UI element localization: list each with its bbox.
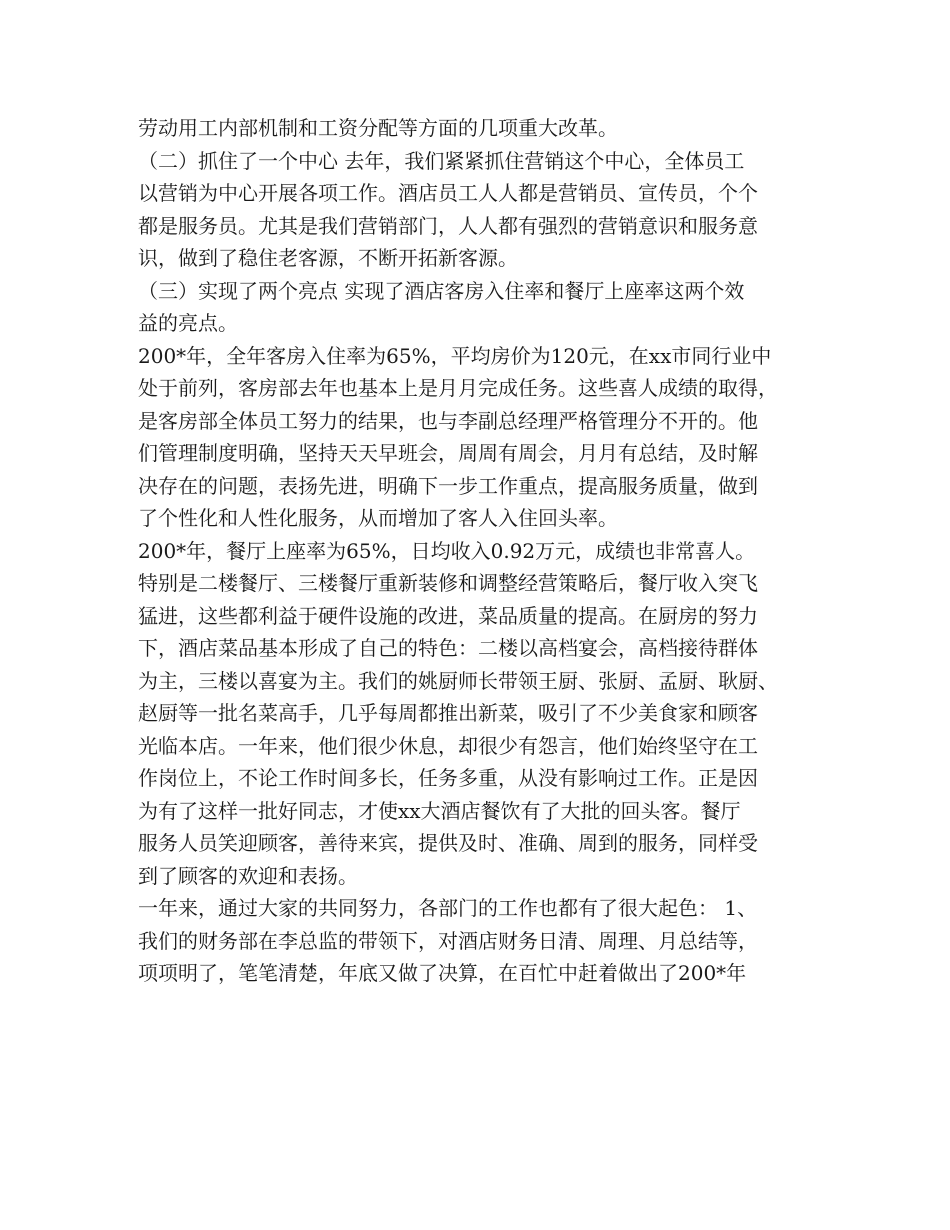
text-line: 我们的财务部在李总监的带领下，对酒店财务日清、周理、月总结等， bbox=[138, 928, 758, 953]
text-line: 到了顾客的欢迎和表扬。 bbox=[138, 863, 358, 888]
text-line: 200*年，全年客房入住率为65%，平均房价为120元，在xx市同行业中 bbox=[138, 343, 772, 368]
text-line: 决存在的问题，表扬先进，明确下一步工作重点，提高服务质量，做到 bbox=[138, 473, 758, 498]
text-line: 们管理制度明确，坚持天天早班会，周周有周会，月月有总结，及时解 bbox=[138, 441, 758, 465]
text-line: 200*年，餐厅上座率为65%，日均收入0.92万元，成绩也非常喜人。 bbox=[138, 538, 756, 563]
text-line: （二）抓住了一个中心 去年，我们紧紧抓住营销这个中心，全体员工 bbox=[138, 148, 745, 173]
text-line: 服务人员笑迎顾客，善待来宾，提供及时、准确、周到的服务，同样受 bbox=[138, 831, 758, 855]
text-line: 是客房部全体员工努力的结果，也与李副总经理严格管理分不开的。他 bbox=[138, 408, 758, 433]
text-line: （三）实现了两个亮点 实现了酒店客房入住率和餐厅上座率这两个效 bbox=[138, 278, 745, 303]
text-line: 赵厨等一批名菜高手，几乎每周都推出新菜，吸引了不少美食家和顾客 bbox=[138, 701, 758, 725]
text-line: 劳动用工内部机制和工资分配等方面的几项重大改革。 bbox=[138, 116, 618, 140]
text-line: 下，酒店菜品基本形成了自己的特色：二楼以高档宴会，高档接待群体 bbox=[138, 636, 758, 660]
text-line: 作岗位上，不论工作时间多长，任务多重，从没有影响过工作。正是因 bbox=[138, 766, 758, 790]
text-line: 处于前列，客房部去年也基本上是月月完成任务。这些喜人成绩的取得， bbox=[138, 376, 778, 400]
text-line: 光临本店。一年来，他们很少休息，却很少有怨言，他们始终坚守在工 bbox=[138, 733, 758, 758]
text-line: 了个性化和人性化服务，从而增加了客人入住回头率。 bbox=[138, 506, 618, 530]
text-line: 特别是二楼餐厅、三楼餐厅重新装修和调整经营策略后，餐厅收入突飞 bbox=[138, 571, 758, 595]
text-line: 以营销为中心开展各项工作。酒店员工人人都是营销员、宣传员，个个 bbox=[138, 181, 758, 205]
text-line: 为主，三楼以喜宴为主。我们的姚厨师长带领王厨、张厨、孟厨、耿厨、 bbox=[138, 668, 778, 693]
text-line: 一年来，通过大家的共同努力，各部门的工作也都有了很大起色： 1、 bbox=[138, 896, 758, 920]
text-line: 益的亮点。 bbox=[138, 311, 238, 335]
text-line: 都是服务员。尤其是我们营销部门，人人都有强烈的营销意识和服务意 bbox=[138, 213, 758, 238]
text-line: 为有了这样一批好同志，才使xx大酒店餐饮有了大批的回头客。餐厅 bbox=[138, 798, 741, 823]
text-line: 猛进，这些都利益于硬件设施的改进，菜品质量的提高。在厨房的努力 bbox=[138, 603, 758, 628]
text-line: 项项明了，笔笔清楚，年底又做了决算，在百忙中赶着做出了200*年 bbox=[138, 961, 747, 985]
body-text bbox=[138, 112, 828, 990]
text-line: 识，做到了稳住老客源，不断开拓新客源。 bbox=[138, 246, 518, 270]
